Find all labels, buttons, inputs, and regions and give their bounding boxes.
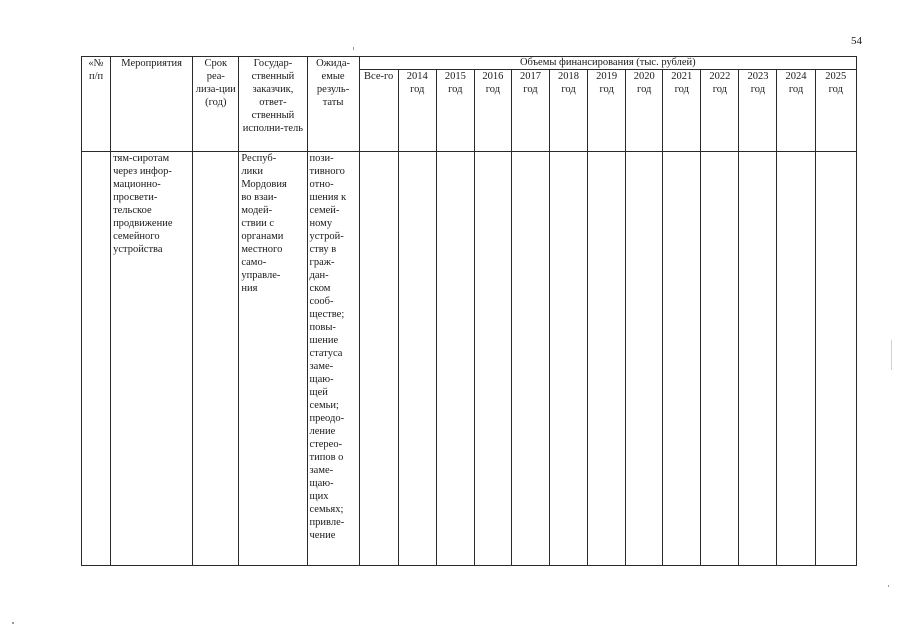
table-row: [82, 152, 857, 566]
financing-table: [81, 56, 857, 566]
year-header: 2021 год: [663, 70, 701, 152]
year-header: 2022 год: [701, 70, 739, 152]
row-num-cell: [82, 152, 111, 566]
page-number: 54: [851, 35, 862, 47]
year-header: 2018 год: [550, 70, 588, 152]
row-amount-cell: [359, 152, 398, 566]
year-header: 2015 год: [436, 70, 474, 152]
row-amount-cell: [663, 152, 701, 566]
row-results-cell: пози- тивного отно- шения к семей- ному устрой- ству в граж- дан- ском сооб- ществе; повы- шение статуса заме- щаю- щей семьи; преодо- ление стерео- типов о заме- щаю- щих семьях; привле- чение: [307, 152, 359, 566]
row-amount-cell: [701, 152, 739, 566]
row-amount-cell: [511, 152, 549, 566]
row-event-cell: тям-сиротам через инфор- мационно- просвети- тельское продвижение семейного устройства: [111, 152, 193, 566]
header-num: «№ п/п: [82, 57, 111, 152]
year-header: 2024 год: [777, 70, 815, 152]
row-amount-cell: [739, 152, 777, 566]
row-amount-cell: [626, 152, 663, 566]
row-amount-cell: [815, 152, 856, 566]
row-amount-cell: [398, 152, 436, 566]
row-customer-cell: Респуб- лики Мордовия во взаи- модей- ствии с органами местного само- управле- ния: [239, 152, 307, 566]
scan-speck: [891, 340, 892, 370]
year-header: Все-го: [359, 70, 398, 152]
scan-speck: [353, 47, 354, 50]
header-results: Ожида-емые резуль-таты: [307, 57, 359, 152]
row-amount-cell: [550, 152, 588, 566]
row-amount-cell: [436, 152, 474, 566]
year-header: 2025 год: [815, 70, 856, 152]
scan-speck: [888, 585, 889, 587]
year-header: 2017 год: [511, 70, 549, 152]
year-header: 2020 год: [626, 70, 663, 152]
header-financing: Объемы финансирования (тыс. рублей): [359, 57, 856, 70]
header-term: Срок реа-лиза-ции (год): [193, 57, 239, 152]
row-term-cell: [193, 152, 239, 566]
scan-speck: [12, 622, 14, 624]
row-amount-cell: [777, 152, 815, 566]
year-header: 2016 год: [474, 70, 511, 152]
year-header: 2019 год: [588, 70, 626, 152]
header-customer: Государ-ственный заказчик, ответ-ственный исполни-тель: [239, 57, 307, 152]
year-header: 2014 год: [398, 70, 436, 152]
row-amount-cell: [588, 152, 626, 566]
year-header: 2023 год: [739, 70, 777, 152]
row-amount-cell: [474, 152, 511, 566]
header-event: Мероприятия: [111, 57, 193, 152]
